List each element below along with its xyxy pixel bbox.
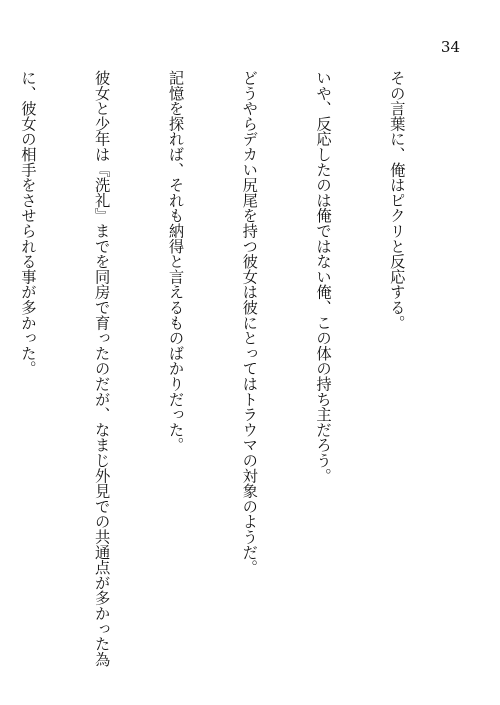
- text-line: 記憶を探れば、それも納得と言えるものばかりだった。: [166, 70, 185, 453]
- text-line: その言葉に、俺はピクリと反応する。: [387, 70, 406, 331]
- page-number: 34: [440, 38, 460, 56]
- text-line: どうやらデカい尻尾を持つ彼女は彼にとってはトラウマの対象のようだ。: [240, 70, 259, 575]
- text-line: に、彼女の相手をさせられる事が多かった。: [18, 70, 37, 376]
- text-line: 彼女と少年は『洗礼』までを同房で育ったのだが、なまじ外見での共通点が多かった為: [92, 70, 111, 667]
- body-text: [0, 70, 458, 680]
- text-line: いや、反応したのは俺ではない俺、この体の持ち主だろう。: [314, 70, 333, 484]
